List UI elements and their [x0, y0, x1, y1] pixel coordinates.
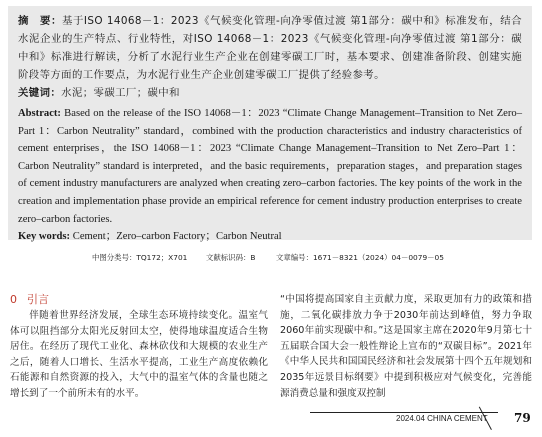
right-paragraph: “中国将提高国家自主贡献力度，采取更加有力的政策和措施，二氧化碳排放力争于2030年前达到峰值，努力争取2060年前实现碳中和。”这是国家主席在2020年9月第七十五届联合国大会一般性辩论上宣布的“双碳目标”。2021年《中华人民共和国国民经济和社会发展第十四个五年规划和2035年远景目标纲要》中提到积极应对气候变化，完善能源消费总量和强度双控制	[280, 294, 532, 399]
abstract-en-label: Abstract:	[18, 108, 61, 119]
article-number: 文章编号：1671－8321（2024）04－0079－05	[276, 253, 444, 262]
section-title: 引言	[27, 293, 49, 306]
abstract-en	[18, 105, 522, 228]
body-left-column	[10, 292, 268, 402]
abstract-cn-label: 摘 要：	[18, 15, 62, 27]
page-number: 79	[514, 411, 531, 425]
section-number: 0	[10, 293, 17, 306]
intro-paragraph: 伴随着世界经济发展，全球生态环境持续变化。温室气体可以阻挡部分太阳光反射回太空，使得地球温度适合生物居住。在经历了现代工业化、森林砍伐和大规模的农业生产之后，随着人口增长、生活水平提高，工业生产高度依赖化石能源和自然资源的投入，大气中的温室气体的含量也随之增长到了一个前所未有的水平。	[10, 310, 268, 399]
keywords-cn	[18, 84, 522, 102]
section-heading	[10, 292, 268, 307]
document-code: 文献标识码：B	[206, 253, 256, 262]
abstract-cn-text: 基于ISO 14068－1：2023《气候变化管理-向净零值过渡 第1部分：碳中和》标准发布，结合水泥企业的生产特点、行业特性，对ISO 14068－1：2023《气候变化管理-向净零值过渡 第1部分：碳中和》标准进行解读，分析了水泥行业生产企业在创建零碳工厂时，基本要求、创建准备阶段、创建实施阶段等方面的工作要点，为水泥行业生产企业创建零碳工厂提供了经验参考。	[18, 15, 522, 81]
abstract-en-text: Based on the release of the ISO 14068－1：2023 “Climate Change Management–Transition to Net Zero–Part 1：Carbon Neutrality” standard，combined with the production characteristics and industry characteristics of cement enterprises，the ISO 14068－1：2023 “Climate Change Management–Transition to Net Zero–Part 1：Carbon Neutrality” standard is interpreted，and the basic requirements，preparation stages，and preparation stages of cement industry manufacturers are analyzed when creating zero–carbon factories. The key points of the work in the creation and implementation phase provide an empirical reference for cement industry production enterprises to create zero–carbon factories.	[18, 108, 523, 225]
keywords-cn-label: 关键词：	[18, 87, 62, 99]
body-right-column	[280, 292, 532, 401]
abstract-box	[8, 6, 532, 243]
journal-name: CHINA CEMENT	[427, 414, 488, 423]
keywords-en-text: Cement；Zero–carbon Factory；Carbon Neutral	[72, 231, 282, 243]
clc-number: 中图分类号：TQ172；X701	[92, 253, 188, 262]
running-footer	[396, 414, 488, 423]
keywords-en-label: Key words:	[18, 231, 71, 243]
keywords-cn-text: 水泥；零碳工厂；碳中和	[61, 87, 180, 99]
abstract-cn	[18, 12, 522, 84]
keywords-en	[18, 228, 522, 246]
issue-label: 2024.04	[396, 414, 425, 423]
footer-rule	[310, 412, 498, 413]
